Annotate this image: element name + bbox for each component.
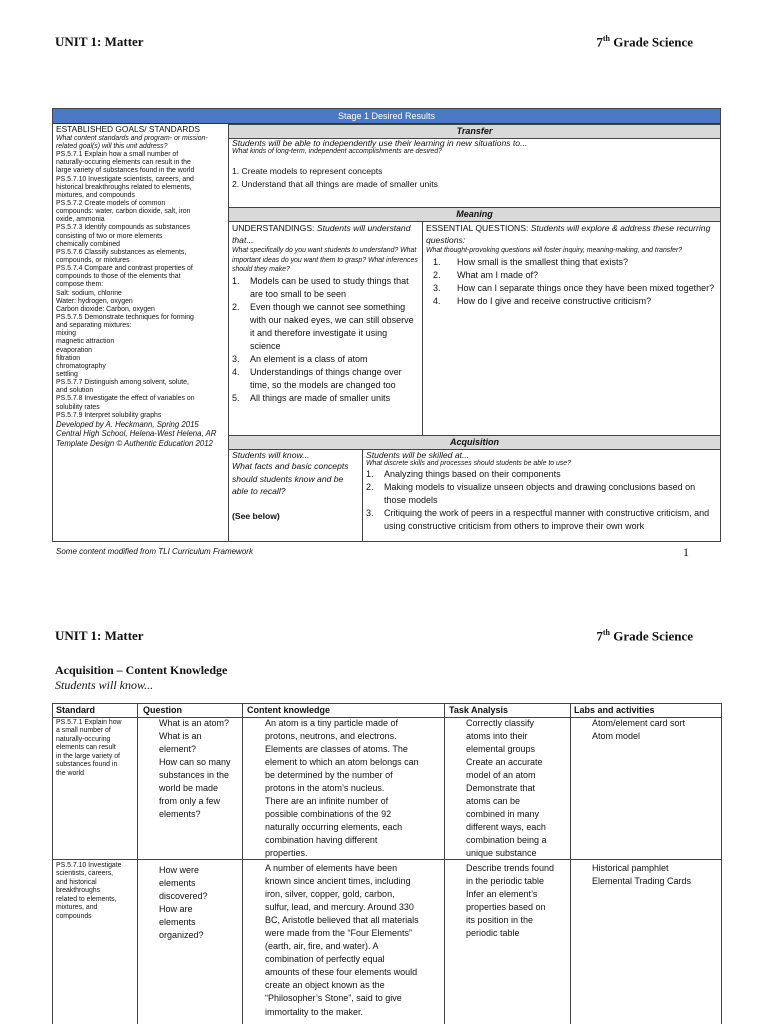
cell-line: the world (56, 769, 84, 777)
goal-line: mixing (56, 330, 76, 338)
cell-line: “Philosopher’s Stone”, said to give (265, 993, 402, 1004)
grade-label: 7th Grade Science (596, 628, 693, 644)
goal-line: settling (56, 370, 78, 378)
content-knowledge-table (52, 703, 722, 1024)
list-item: 4. How do I give and receive constructive criticism? (433, 295, 652, 306)
cell-line: An atom is a tiny particle made of (265, 718, 399, 728)
page-1-header (55, 34, 693, 50)
cell-line: substances found in (56, 761, 118, 769)
cell-line: elements? (159, 809, 201, 820)
goals-list (56, 151, 225, 420)
goal-line: and solution (56, 387, 94, 395)
table-cell-labs (592, 862, 722, 888)
goals-heading: ESTABLISHED GOALS/ STANDARDS (56, 124, 200, 134)
col-header: Task Analysis (449, 705, 509, 715)
goal-line: historical breakthroughs related to elements, (56, 183, 192, 191)
cell-line: immortality to the maker. (265, 1006, 364, 1017)
list-item: 4. Understandings of things change over time, so the models are changed too (232, 367, 402, 391)
goals-question: What content standards and program- or mission-related goal(s) will this unit address? (56, 134, 208, 151)
credit-line: Central High School, Helena-West Helena, AR (56, 429, 217, 439)
cell-line: protons in the atom’s nucleus. (265, 783, 385, 794)
goal-line: compose them: (56, 281, 104, 289)
cell-line: known since ancient times, including (265, 876, 411, 887)
cell-line: elements (159, 917, 196, 928)
goal-line: large variety of substances found in the world (56, 167, 195, 175)
cell-line: elements can result (56, 744, 116, 752)
cell-line: Elemental Trading Cards (592, 876, 692, 887)
goal-line: consisting of two or more elements (56, 232, 163, 240)
essential-question: What thought-provoking questions will foster inquiry, meaning-making, and transfer? (426, 247, 683, 255)
goal-line: Water: hydrogen, oxygen (56, 297, 133, 305)
goal-line: evaporation (56, 346, 93, 354)
cell-line: combination having different (265, 835, 378, 846)
cell-line: naturally-occuring (56, 735, 111, 743)
essential-lead: ESSENTIAL QUESTIONS: (426, 223, 531, 233)
goal-line: PS.5.7.9 Interpret solubility graphs (56, 411, 162, 419)
cell-line: periodic table (466, 928, 520, 939)
transfer-lead: Students will be able to independently use their learning in new situations to... (232, 138, 528, 148)
table-cell-task (466, 862, 569, 940)
cell-line: combination being a (466, 835, 547, 846)
cell-line: were made from the “Four Elements” (265, 928, 413, 939)
credit-line: Developed by A. Heckmann, Spring 2015 (56, 419, 199, 429)
goal-line: PS.5.7.6 Classify substances as elements, (56, 248, 187, 256)
cell-line: Correctly classify (466, 718, 535, 728)
understandings-question: What specifically do you want students to understand? What important ideas do you want them to grasp? What inferences should they make? (232, 247, 418, 274)
table-cell-task (466, 717, 569, 861)
cell-line: and historical (56, 878, 97, 886)
cell-line: discovered? (159, 891, 208, 902)
cell-line: There are an infinite number of (265, 796, 389, 807)
cell-line: world be made (159, 783, 219, 794)
list-item: 1. How small is the smallest thing that exists? (433, 256, 629, 267)
list-item: 3. An element is a class of atom (232, 354, 368, 365)
cell-line: What is an atom? (159, 718, 230, 728)
cell-line: Demonstrate that (466, 783, 536, 794)
goal-line: mixtures, and compounds (56, 191, 135, 199)
cell-line: atoms can be (466, 796, 521, 807)
table-cell-content (265, 862, 443, 1019)
unit-title: UNIT 1: Matter (55, 628, 144, 643)
cell-line: (earth, air, fire, and water). A (265, 941, 379, 952)
list-item: 1. Analyzing things based on their components (366, 469, 561, 480)
understandings-list (232, 275, 419, 405)
cell-line: organized? (159, 930, 204, 941)
table-cell-standard (56, 719, 136, 778)
table-cell-standard (56, 862, 136, 921)
students-skilled-at (363, 449, 720, 541)
stage-1-right (229, 124, 720, 541)
cell-line: PS.5.7.10 Investigate (56, 862, 122, 869)
cell-line: from only a few (159, 796, 221, 807)
cell-line: different ways, each (466, 822, 546, 833)
list-item: 5. All things are made of smaller units (232, 393, 391, 404)
cell-line: element? (159, 744, 197, 755)
cell-line: model of an atom (466, 770, 536, 781)
goal-line: Salt: sodium, chlorine (56, 289, 122, 297)
cell-line: atoms into their (466, 731, 528, 742)
list-item: 3. How can I separate things once they have been mixed together? (433, 282, 715, 293)
goal-line: magnetic attraction (56, 338, 115, 346)
list-item: 2. Even though we cannot see something with our naked eyes, we can still observe it and therefore investigate it using science (232, 301, 414, 351)
know-lead: Students will know... (232, 450, 310, 460)
cell-line: iron, silver, copper, gold, carbon, (265, 889, 395, 900)
transfer-item: 1. Create models to represent concepts (232, 166, 383, 177)
cell-line: in the periodic table (466, 876, 545, 887)
stage-1-table (52, 108, 721, 542)
cell-line: be determined by the number of (265, 770, 393, 781)
transfer-bar: Transfer (229, 124, 720, 139)
transfer-section (232, 138, 717, 198)
goal-line: PS.5.7.3 Identify compounds as substances (56, 224, 191, 232)
goal-line: compounds: water, carbon dioxide, salt, iron (56, 208, 191, 216)
goal-line: PS.5.7.10 Investigate scientists, careers, and (56, 175, 194, 183)
cell-line: properties. (265, 848, 308, 859)
unit-title: UNIT 1: Matter (55, 34, 144, 49)
students-will-know (229, 449, 363, 541)
skill-lead: Students will be skilled at... (366, 450, 470, 460)
goal-line: oxide, ammonia (56, 216, 105, 224)
cell-line: How can so many (159, 757, 231, 768)
goals-credits (56, 420, 225, 449)
cell-line: compounds (56, 912, 92, 920)
cell-line: breakthroughs (56, 887, 101, 895)
cell-line: sulfur, lead, and mercury. Around 330 (265, 902, 414, 913)
cell-line: Atom/element card sort (592, 718, 686, 728)
skills-list (366, 468, 717, 533)
page-2-header (55, 628, 693, 644)
col-header: Content knowledge (247, 705, 330, 715)
table-cell-question (159, 864, 241, 942)
goal-line: PS.5.7.2 Create models of common (56, 200, 166, 208)
cell-line: properties based on (466, 902, 546, 913)
cell-line: elements (159, 878, 196, 889)
section-subtitle: Students will know... (55, 678, 154, 692)
goal-line: PS.5.7.7 Distinguish among solvent, solute, (56, 379, 189, 387)
goal-line: compounds to those of the elements that (56, 273, 181, 281)
established-goals (53, 124, 229, 541)
know-question: What facts and basic concepts should students know and be able to recall? (232, 461, 349, 497)
cell-line: possible combinations of the 92 (265, 809, 392, 820)
goal-line: filtration (56, 354, 81, 362)
goal-line: compounds, or mixtures (56, 257, 130, 265)
section-title: Acquisition – Content Knowledge (55, 663, 228, 677)
essential-questions: ESSENTIAL QUESTIONS: Students will explore & address these recurring questions: What thought-provoking questions will foster inquiry, meaning-making, and transfer? 1. How small is the smallest thing that exists? 2. What am I made of? 3. How can I separate things once they have been mixed together? 4. How do I give and receive constructive criticism? (423, 222, 720, 435)
cell-line: BC, Aristotle believed that all materials (265, 915, 419, 926)
col-header: Standard (56, 705, 96, 715)
cell-line: unique substance (466, 848, 537, 859)
cell-line: substances in the (159, 770, 230, 781)
cell-line: How are (159, 904, 193, 915)
list-item: 2. What am I made of? (433, 269, 539, 280)
goal-line: solubility rates (56, 403, 100, 411)
table-cell-labs (592, 717, 722, 743)
grade-label: 7th Grade Science (596, 34, 693, 50)
cell-line: create an object known as the (265, 980, 385, 991)
cell-line: scientists, careers, (56, 870, 114, 878)
cell-line: Historical pamphlet (592, 863, 669, 873)
table-cell-content (265, 717, 443, 861)
transfer-item: 2. Understand that all things are made of smaller units (232, 179, 438, 190)
page-number: 1 (683, 545, 689, 559)
goal-line: PS.5.7.5 Demonstrate techniques for forming (56, 314, 194, 321)
acquisition-bar: Acquisition (229, 435, 720, 450)
list-item: 2. Making models to visualize unseen objects and drawing conclusions based on those models (366, 482, 696, 506)
cell-line: How were (159, 865, 200, 875)
col-header: Question (143, 705, 183, 715)
cell-line: PS.5.7.1 Explain how (56, 719, 122, 726)
goal-line: Carbon dioxide: Carbon, oxygen (56, 305, 155, 313)
know-note: (See below) (232, 510, 280, 521)
cell-line: mixtures, and (56, 904, 98, 912)
col-header: Labs and activities (574, 705, 655, 715)
understandings-lead: UNDERSTANDINGS: (232, 223, 317, 233)
meaning-bar: Meaning (229, 207, 720, 222)
goal-line: PS.5.7.8 Investigate the effect of variables on (56, 395, 195, 403)
cell-line: amounts of these four elements would (265, 967, 418, 978)
cell-line: Infer an element’s (466, 889, 538, 900)
cell-line: naturally occurring elements, each (265, 822, 403, 833)
cell-line: in the large variety of (56, 752, 120, 760)
transfer-question: What kinds of long-term, independent accomplishments are desired? (232, 148, 442, 156)
cell-line: Elements are classes of atoms. The (265, 744, 408, 755)
cell-line: a small number of (56, 727, 111, 735)
goal-line: chromatography (56, 362, 106, 370)
credit-line: Template Design © Authentic Education 2012 (56, 438, 213, 448)
goal-line: naturally-occuring elements can result in the (56, 159, 191, 167)
cell-line: Create an accurate (466, 757, 543, 768)
essential-list (426, 256, 717, 308)
cell-line: What is an (159, 731, 202, 742)
list-item: 1. Models can be used to study things that are too small to be seen (232, 275, 409, 299)
list-item: 3. Critiquing the work of peers in a respectful manner with constructive criticism, and using constructive criticism from others to improve their own work (366, 508, 710, 532)
cell-line: related to elements, (56, 895, 117, 903)
understandings: UNDERSTANDINGS: Students will understand that... What specifically do you want students to understand? What important ideas do you want them to grasp? What inferences should they make? 1. Models can be used to study things that are too small to be seen 2. Even though we cannot see something with our naked eyes, we can still observe it and therefore investigate it using science 3. An element is a class of atom 4. Understandings of things change over time, so the models are changed too 5. All things are made of smaller units (229, 222, 423, 435)
cell-line: element to which an atom belongs can (265, 757, 419, 768)
cell-line: A number of elements have been (265, 863, 398, 873)
cell-line: elemental groups (466, 744, 536, 755)
goal-line: and separating mixtures: (56, 322, 132, 330)
cell-line: Atom model (592, 731, 641, 742)
cell-line: combined in many (466, 809, 540, 820)
goal-line: PS.5.7.4 Compare and contrast properties of (56, 265, 193, 273)
table-cell-question (159, 717, 241, 821)
goal-line: PS.5.7.1 Explain how a small number of (56, 151, 179, 159)
cell-line: Describe trends found (466, 863, 555, 873)
footnote: Some content modified from TLI Curriculum Framework (56, 547, 253, 556)
cell-line: its position in the (466, 915, 534, 926)
cell-line: protons, neutrons, and electrons. (265, 731, 397, 742)
goal-line: chemically combined (56, 240, 120, 248)
skill-question: What discrete skills and processes should students be able to use? (366, 460, 571, 468)
cell-line: combination of perfectly equal (265, 954, 385, 965)
stage-1-title: Stage 1 Desired Results (53, 109, 720, 124)
